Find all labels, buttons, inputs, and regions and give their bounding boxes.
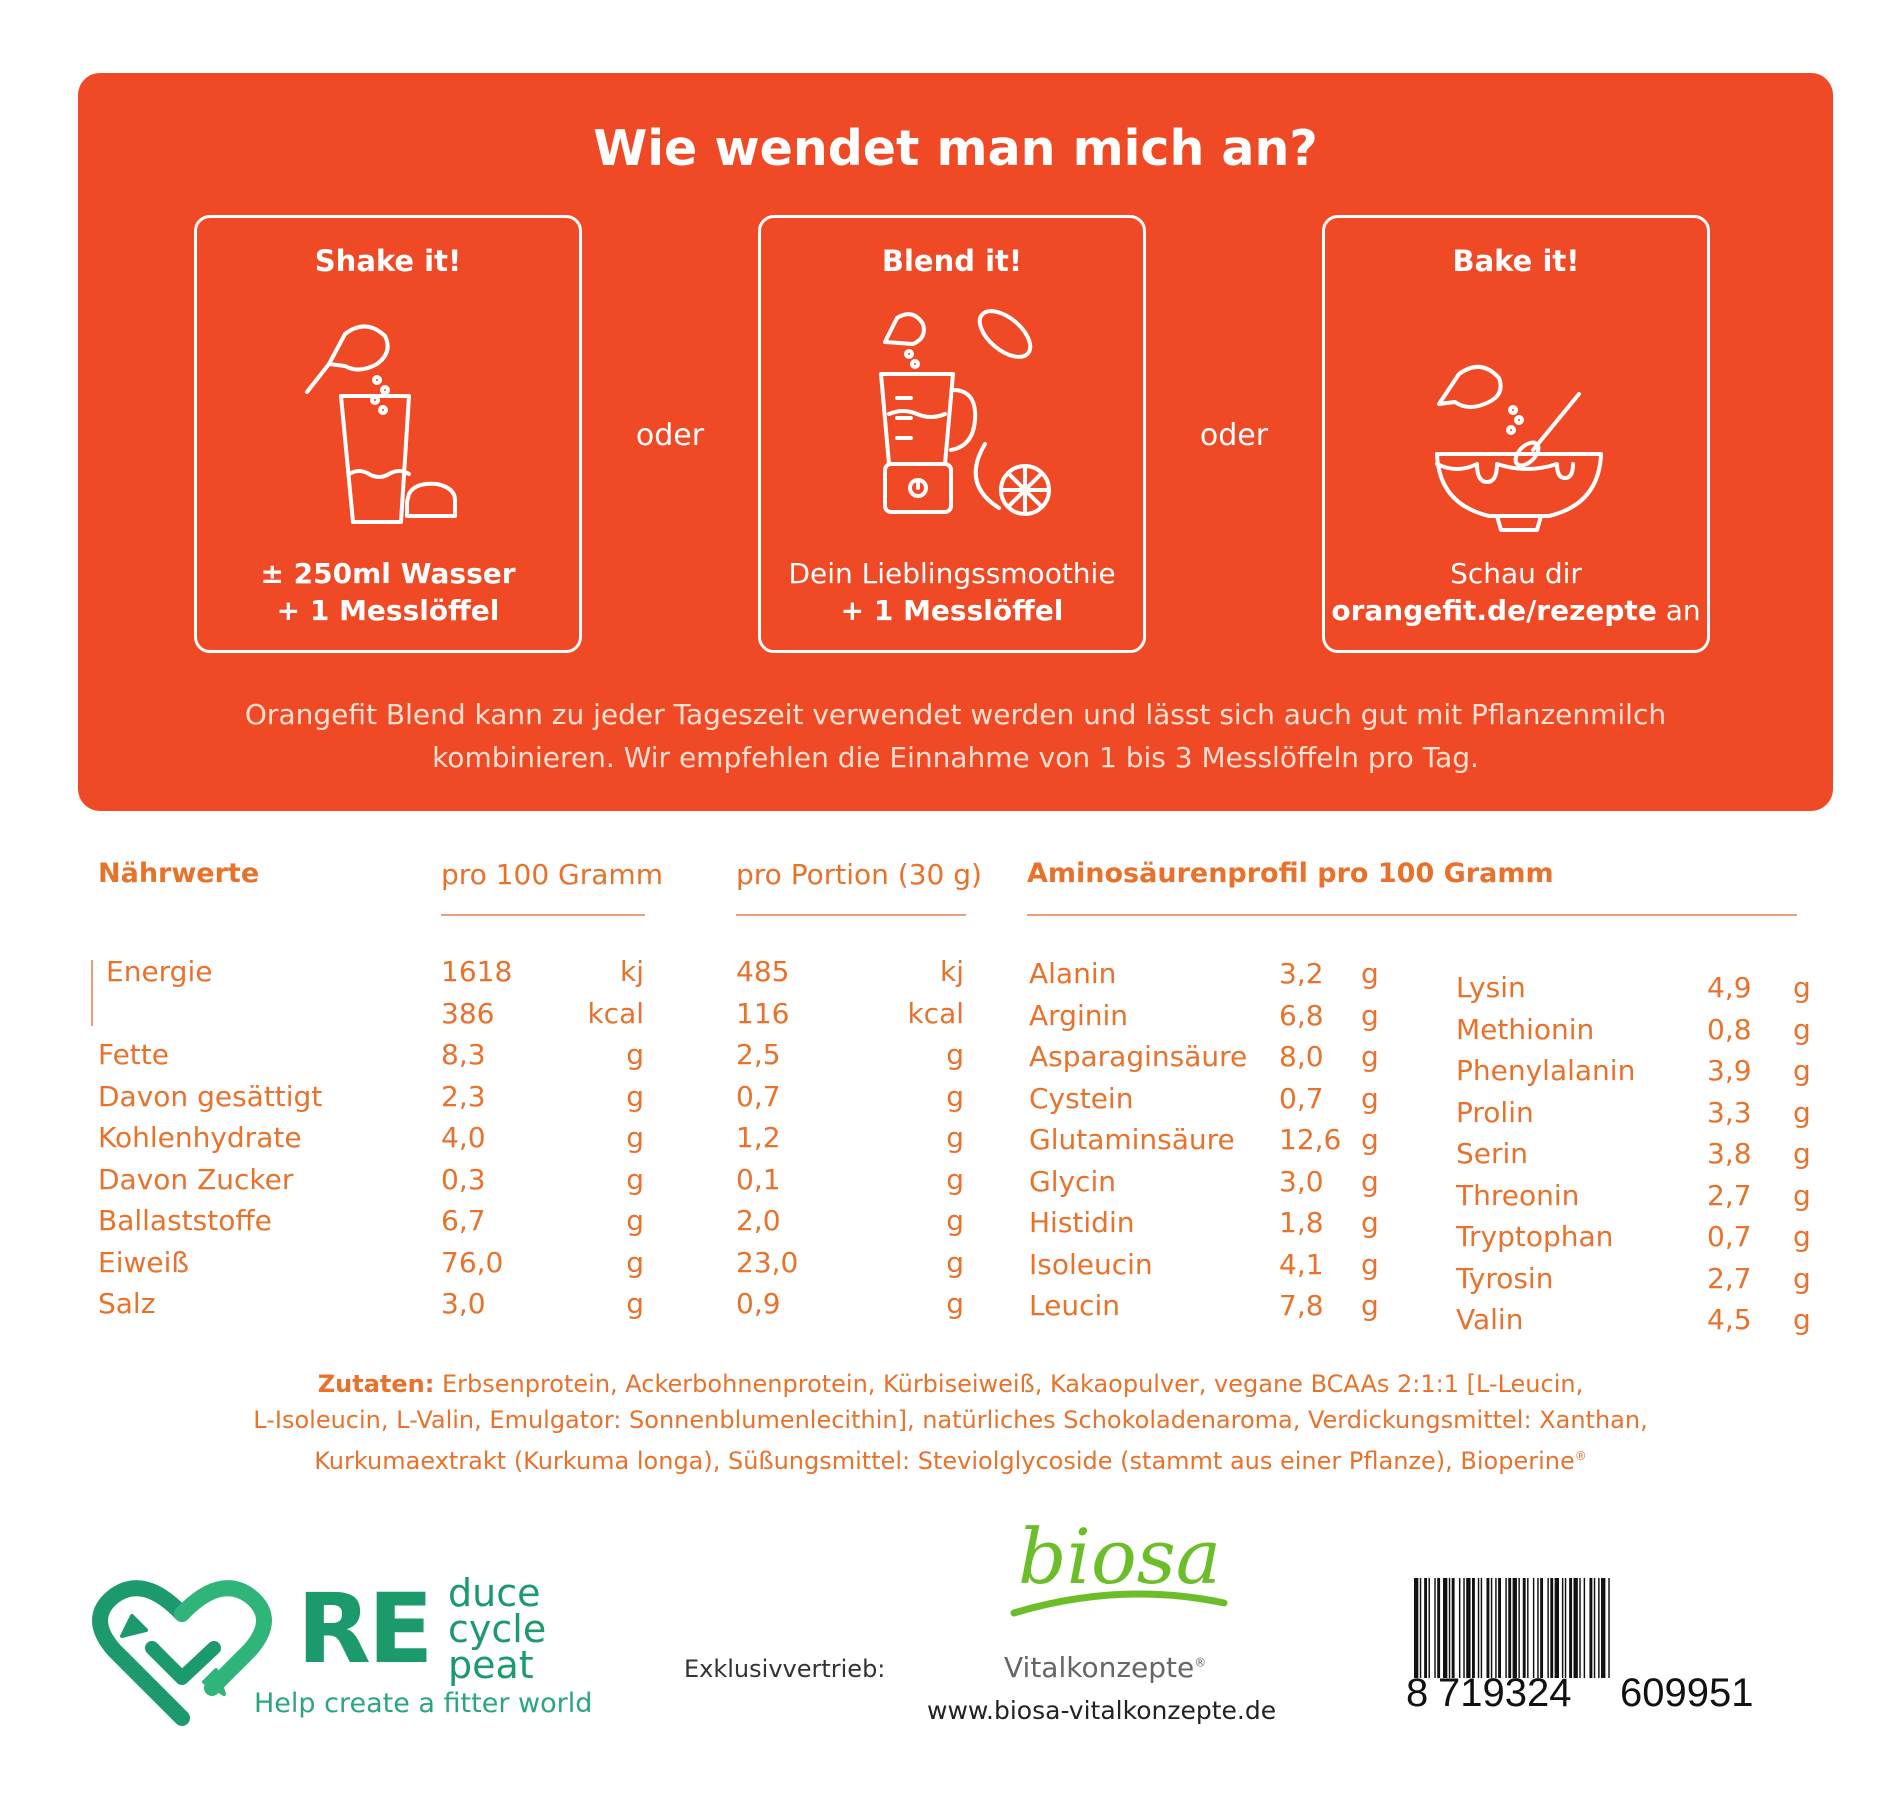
or-label-1: oder	[635, 418, 705, 453]
amino-unit: g	[1793, 1179, 1811, 1212]
blend-title: Blend it!	[881, 244, 1023, 278]
amino-value: 6,8	[1279, 999, 1324, 1032]
re-word-duce: duce	[448, 1571, 541, 1615]
barcode-bar	[1437, 1578, 1440, 1678]
unit-portion: g	[946, 1204, 964, 1237]
barcode-bar	[1459, 1578, 1460, 1678]
amino-value: 2,7	[1707, 1262, 1752, 1295]
barcode-bar	[1550, 1578, 1553, 1678]
barcode-bar	[1555, 1578, 1559, 1678]
amino-name: Tyrosin	[1456, 1262, 1554, 1295]
barcode	[1406, 1578, 1796, 1708]
amino-value: 4,1	[1279, 1248, 1324, 1281]
unit-portion: kcal	[907, 997, 964, 1030]
exclusive-distribution-label: Exklusivvertrieb:	[684, 1655, 886, 1683]
barcode-bar	[1513, 1578, 1517, 1678]
barcode-bar	[1594, 1578, 1595, 1678]
blender-icon	[845, 294, 1065, 534]
barcode-bar	[1579, 1578, 1580, 1678]
nutrient-name: Salz	[98, 1287, 156, 1320]
amino-name: Prolin	[1456, 1096, 1534, 1129]
bake-title: Bake it!	[1452, 244, 1580, 278]
amino-name: Methionin	[1456, 1013, 1595, 1046]
unit-portion: g	[946, 1246, 964, 1279]
vitalkonzepte-label	[1004, 1651, 1206, 1684]
barcode-bar	[1498, 1578, 1501, 1678]
amino-unit: g	[1361, 1248, 1379, 1281]
value-100g: 1618	[441, 955, 513, 988]
barcode-bar	[1574, 1578, 1578, 1678]
shake-line1: ± 250ml Wasser	[260, 557, 516, 590]
barcode-bar	[1463, 1578, 1464, 1678]
amino-value: 3,9	[1707, 1054, 1752, 1087]
bake-line2	[1325, 594, 1707, 627]
shaker-icon	[281, 294, 501, 534]
barcode-bar	[1527, 1578, 1528, 1678]
amino-unit: g	[1361, 1082, 1379, 1115]
barcode-bar	[1495, 1578, 1496, 1678]
amino-name: Alanin	[1029, 957, 1117, 990]
energy-bracket	[91, 960, 93, 1026]
barcode-bar	[1505, 1578, 1506, 1678]
usage-note-line1: Orangefit Blend kann zu jeder Tageszeit verwendet werden und lässt sich auch gut mit Pflanzenmilch	[244, 698, 1667, 731]
header-rule-portion	[736, 914, 966, 916]
amino-name: Leucin	[1029, 1289, 1120, 1322]
barcode-bar	[1443, 1578, 1447, 1678]
nutrient-name: Davon Zucker	[98, 1163, 294, 1196]
barcode-bar	[1487, 1578, 1490, 1678]
amino-unit: g	[1361, 1165, 1379, 1198]
usage-title: Wie wendet man mich an?	[593, 120, 1318, 177]
unit-portion: g	[946, 1163, 964, 1196]
barcode-bar	[1414, 1578, 1418, 1678]
unit-100g: g	[626, 1246, 644, 1279]
amino-name: Glycin	[1029, 1165, 1116, 1198]
value-100g: 6,7	[441, 1204, 486, 1237]
amino-name: Threonin	[1456, 1179, 1580, 1212]
amino-unit: g	[1793, 1137, 1811, 1170]
barcode-bar	[1589, 1578, 1592, 1678]
amino-value: 12,6	[1279, 1123, 1342, 1156]
barcode-bar	[1491, 1578, 1492, 1678]
nutrient-name: Eiweiß	[98, 1246, 190, 1279]
value-portion: 2,0	[736, 1204, 781, 1237]
amino-value: 3,0	[1279, 1165, 1324, 1198]
barcode-bar	[1420, 1578, 1421, 1678]
amino-value: 3,8	[1707, 1137, 1752, 1170]
per-100g-header: pro 100 Gramm	[441, 858, 663, 891]
bake-line1: Schau dir	[1450, 557, 1582, 590]
amino-unit: g	[1793, 1220, 1811, 1253]
recipes-link[interactable]: orangefit.de/rezepte	[1331, 594, 1657, 627]
unit-100g: g	[626, 1287, 644, 1320]
value-100g: 0,3	[441, 1163, 486, 1196]
barcode-bar	[1547, 1578, 1548, 1678]
nutrient-name: Kohlenhydrate	[98, 1121, 302, 1154]
amino-header: Aminosäurenprofil pro 100 Gramm	[1027, 858, 1554, 889]
barcode-digits-left: 719324	[1438, 1671, 1572, 1708]
header-rule-100g	[441, 914, 645, 916]
amino-unit: g	[1361, 1206, 1379, 1239]
amino-unit: g	[1361, 1040, 1379, 1073]
value-portion: 116	[736, 997, 790, 1030]
amino-unit: g	[1361, 1123, 1379, 1156]
re-word-cycle: cycle	[448, 1607, 547, 1651]
nutrition-header: Nährwerte	[98, 858, 260, 889]
amino-name: Histidin	[1029, 1206, 1135, 1239]
barcode-bar	[1481, 1578, 1482, 1678]
amino-unit: g	[1793, 1262, 1811, 1295]
biosa-website[interactable]: www.biosa-vitalkonzepte.de	[927, 1696, 1277, 1725]
amino-value: 4,9	[1707, 971, 1752, 1004]
amino-name: Lysin	[1456, 971, 1526, 1004]
per-portion-header: pro Portion (30 g)	[736, 858, 982, 891]
amino-unit: g	[1793, 971, 1811, 1004]
barcode-bar	[1523, 1578, 1526, 1678]
barcode-bar	[1478, 1578, 1479, 1678]
amino-value: 3,2	[1279, 957, 1324, 990]
ingredients-line1	[150, 1366, 1751, 1402]
shake-line2: + 1 Messlöffel	[276, 594, 500, 627]
vitalkonzepte-reg: ®	[1194, 1655, 1207, 1670]
nutrient-name: Ballaststoffe	[98, 1204, 272, 1237]
barcode-bar	[1598, 1578, 1599, 1678]
re-letters: RE	[297, 1573, 431, 1685]
shake-card	[194, 215, 582, 653]
barcode-bar	[1466, 1578, 1470, 1678]
barcode-bar	[1518, 1578, 1519, 1678]
amino-name: Asparaginsäure	[1029, 1040, 1248, 1073]
amino-value: 2,7	[1707, 1179, 1752, 1212]
bake-card	[1322, 215, 1710, 653]
biosa-logo	[1010, 1495, 1230, 1625]
re-slogan: Help create a fitter world	[254, 1688, 593, 1719]
value-portion: 485	[736, 955, 790, 988]
unit-100g: g	[626, 1121, 644, 1154]
barcode-bars	[1414, 1578, 1610, 1678]
ingredients-text3: Kurkumaextrakt (Kurkuma longa), Süßungsmittel: Steviolglycoside (stammt aus einer Pflanze), Bioperine	[314, 1447, 1575, 1475]
value-100g: 76,0	[441, 1246, 504, 1279]
barcode-bar	[1434, 1578, 1435, 1678]
unit-portion: g	[946, 1080, 964, 1113]
barcode-bar	[1601, 1578, 1605, 1678]
unit-100g: g	[626, 1080, 644, 1113]
blend-line2: + 1 Messlöffel	[840, 594, 1064, 627]
barcode-bar	[1472, 1578, 1475, 1678]
amino-unit: g	[1793, 1013, 1811, 1046]
header-rule-amino	[1027, 914, 1797, 916]
shake-title: Shake it!	[314, 244, 462, 278]
value-portion: 1,2	[736, 1121, 781, 1154]
barcode-bar	[1449, 1578, 1450, 1678]
amino-value: 1,8	[1279, 1206, 1324, 1239]
barcode-bar	[1540, 1578, 1543, 1678]
barcode-bar	[1569, 1578, 1572, 1678]
amino-name: Tryptophan	[1456, 1220, 1614, 1253]
unit-100g: g	[626, 1163, 644, 1196]
usage-panel	[78, 73, 1833, 811]
amino-value: 3,3	[1707, 1096, 1752, 1129]
amino-unit: g	[1793, 1054, 1811, 1087]
amino-unit: g	[1793, 1303, 1811, 1336]
amino-name: Serin	[1456, 1137, 1529, 1170]
barcode-bar	[1452, 1578, 1455, 1678]
unit-100g: g	[626, 1038, 644, 1071]
ingredients-line2: L-Isoleucin, L-Valin, Emulgator: Sonnenblumenlecithin], natürliches Schokoladenaroma, Verdickungsmittel: Xanthan,	[253, 1406, 1648, 1434]
amino-unit: g	[1361, 1289, 1379, 1322]
amino-name: Isoleucin	[1029, 1248, 1153, 1281]
amino-value: 0,7	[1707, 1220, 1752, 1253]
nutrient-name: Energie	[106, 955, 213, 988]
ingredients-text1: Erbsenprotein, Ackerbohnenprotein, Kürbiseiweiß, Kakaopulver, vegane BCAAs 2:1:1 [L-Leucin,	[434, 1370, 1584, 1398]
unit-portion: g	[946, 1038, 964, 1071]
unit-portion: g	[946, 1121, 964, 1154]
value-100g: 4,0	[441, 1121, 486, 1154]
ingredients	[150, 1366, 1751, 1479]
value-100g: 8,3	[441, 1038, 486, 1071]
amino-value: 4,5	[1707, 1303, 1752, 1336]
barcode-bar	[1537, 1578, 1538, 1678]
value-100g: 386	[441, 997, 495, 1030]
value-100g: 3,0	[441, 1287, 486, 1320]
barcode-digits-right: 609951	[1620, 1671, 1754, 1708]
value-portion: 2,5	[736, 1038, 781, 1071]
amino-unit: g	[1793, 1096, 1811, 1129]
ingredients-label: Zutaten:	[317, 1370, 435, 1398]
blend-card	[758, 215, 1146, 653]
barcode-bar	[1533, 1578, 1534, 1678]
amino-unit: g	[1361, 999, 1379, 1032]
amino-value: 0,7	[1279, 1082, 1324, 1115]
biosa-wordmark: biosa	[1018, 1512, 1222, 1601]
amino-unit: g	[1361, 957, 1379, 990]
amino-name: Valin	[1456, 1303, 1524, 1336]
unit-portion: g	[946, 1287, 964, 1320]
barcode-bar	[1608, 1578, 1609, 1678]
bake-line2-tail: an	[1656, 594, 1701, 627]
barcode-digit-first: 8	[1406, 1671, 1429, 1708]
usage-note-line2: kombinieren. Wir empfehlen die Einnahme von 1 bis 3 Messlöffeln pro Tag.	[432, 741, 1479, 774]
amino-name: Glutaminsäure	[1029, 1123, 1235, 1156]
barcode-bar	[1565, 1578, 1566, 1678]
usage-note	[138, 693, 1773, 779]
amino-name: Cystein	[1029, 1082, 1134, 1115]
amino-value: 8,0	[1279, 1040, 1324, 1073]
or-label-2: oder	[1199, 418, 1269, 453]
unit-portion: kj	[940, 955, 964, 988]
registered-mark: ®	[1574, 1449, 1587, 1463]
ingredients-line3	[150, 1438, 1751, 1479]
mixing-bowl-icon	[1409, 294, 1629, 534]
amino-name: Phenylalanin	[1456, 1054, 1636, 1087]
amino-value: 7,8	[1279, 1289, 1324, 1322]
barcode-bar	[1424, 1578, 1427, 1678]
vitalkonzepte-text: Vitalkonzepte	[1004, 1651, 1195, 1684]
value-portion: 23,0	[736, 1246, 799, 1279]
value-100g: 2,3	[441, 1080, 486, 1113]
barcode-bar	[1429, 1578, 1430, 1678]
blend-line1: Dein Lieblingssmoothie	[788, 557, 1116, 590]
barcode-bar	[1584, 1578, 1585, 1678]
recycle-heart-logo	[92, 1578, 272, 1728]
barcode-bar	[1508, 1578, 1511, 1678]
amino-value: 0,8	[1707, 1013, 1752, 1046]
value-portion: 0,7	[736, 1080, 781, 1113]
nutrient-name: Fette	[98, 1038, 169, 1071]
re-word-peat: peat	[448, 1643, 534, 1687]
value-portion: 0,1	[736, 1163, 781, 1196]
nutrient-name: Davon gesättigt	[98, 1080, 323, 1113]
amino-name: Arginin	[1029, 999, 1128, 1032]
barcode-bar	[1562, 1578, 1563, 1678]
unit-100g: kcal	[587, 997, 644, 1030]
unit-100g: kj	[620, 955, 644, 988]
value-portion: 0,9	[736, 1287, 781, 1320]
unit-100g: g	[626, 1204, 644, 1237]
